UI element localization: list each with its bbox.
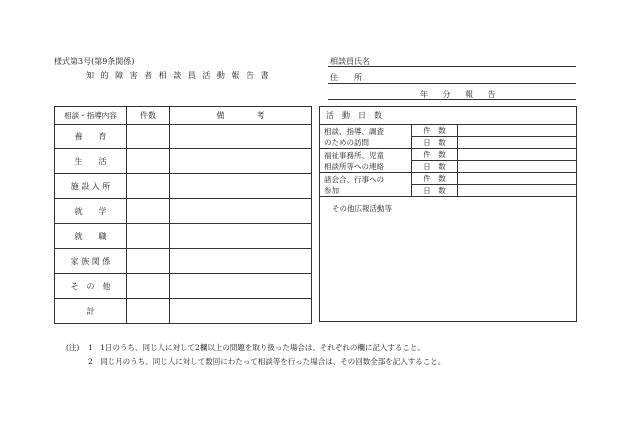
count-label: 件 数 [412,173,458,185]
activity-days-table [319,106,577,322]
cell-remarks[interactable] [170,274,312,299]
row-label-living: 生 活 [55,149,127,174]
other-pr-activities[interactable] [320,197,577,322]
cell-count[interactable] [127,199,170,224]
period-label: 年 分 報 告 [420,90,502,99]
row-label-facility: 施 設 入 所 [55,174,127,199]
header-remarks: 備 考 [170,107,312,125]
cell-visit-count[interactable] [458,125,577,137]
cell-count[interactable] [127,224,170,249]
days-label: 日 数 [412,185,458,197]
row-label-employment: 就 職 [55,224,127,249]
cell-count[interactable] [127,149,170,174]
row-label-total: 計 [55,299,127,324]
note-1: 1 1日のうち、同じ人に対して2欄以上の問題を取り扱った場合は、それぞれの欄に記入すること。 [88,343,425,352]
content-table [54,106,312,324]
cell-visit-days[interactable] [458,137,577,149]
address-label: 住 所 [330,73,362,82]
cell-meeting-count[interactable] [458,173,577,185]
cell-remarks[interactable] [170,125,312,149]
activity-visit-line1: 相談、指導、調査 [324,126,384,136]
row-label-family: 家 族 関 係 [55,249,127,274]
other-pr-label: その他広報活動等 [332,204,392,213]
counselor-name-label: 相談員氏名 [330,57,370,66]
cell-liaison-count[interactable] [458,149,577,161]
count-label: 件 数 [412,125,458,137]
activity-meeting-label [320,173,412,197]
days-label: 日 数 [412,137,458,149]
row-label-upbringing: 養 育 [55,125,127,149]
cell-count[interactable] [127,249,170,274]
cell-count[interactable] [127,299,170,324]
note-2: 2 同じ月のうち、同じ人に対して数回にわたって相談等を行った場合は、その回数全部を記入すること。 [88,357,446,366]
address-line [328,83,576,84]
cell-count[interactable] [127,174,170,199]
header-activity-days: 活 動 日 数 [320,107,577,125]
row-label-schooling: 就 学 [55,199,127,224]
period-line [328,99,576,100]
activity-visit-label [320,125,412,149]
cell-remarks[interactable] [170,149,312,174]
days-label: 日 数 [412,161,458,173]
header-content: 相談・指導内容 [55,107,127,125]
count-label: 件 数 [412,149,458,161]
cell-remarks[interactable] [170,199,312,224]
cell-remarks[interactable] [170,299,312,324]
activity-liaison-label [320,149,412,173]
activity-meeting-line2: 参加 [324,185,339,195]
header-count: 件数 [127,107,170,125]
cell-count[interactable] [127,274,170,299]
activity-liaison-line1: 福祉事務所、児童 [324,150,384,160]
activity-meeting-line1: 諸会合、行事への [324,174,384,184]
cell-remarks[interactable] [170,249,312,274]
row-label-other: そ の 他 [55,274,127,299]
page-title: 知 的 障 害 者 相 談 員 活 動 報 告 書 [86,71,271,80]
cell-meeting-days[interactable] [458,185,577,197]
counselor-name-line [328,66,576,67]
cell-liaison-days[interactable] [458,161,577,173]
activity-visit-line2: のための訪問 [324,137,369,147]
notes-prefix: (注) [66,343,80,352]
cell-count[interactable] [127,125,170,149]
activity-liaison-line2: 相談所等への連絡 [324,161,384,171]
cell-remarks[interactable] [170,174,312,199]
cell-remarks[interactable] [170,224,312,249]
form-number: 様式第3号(第9条関係) [54,57,135,66]
